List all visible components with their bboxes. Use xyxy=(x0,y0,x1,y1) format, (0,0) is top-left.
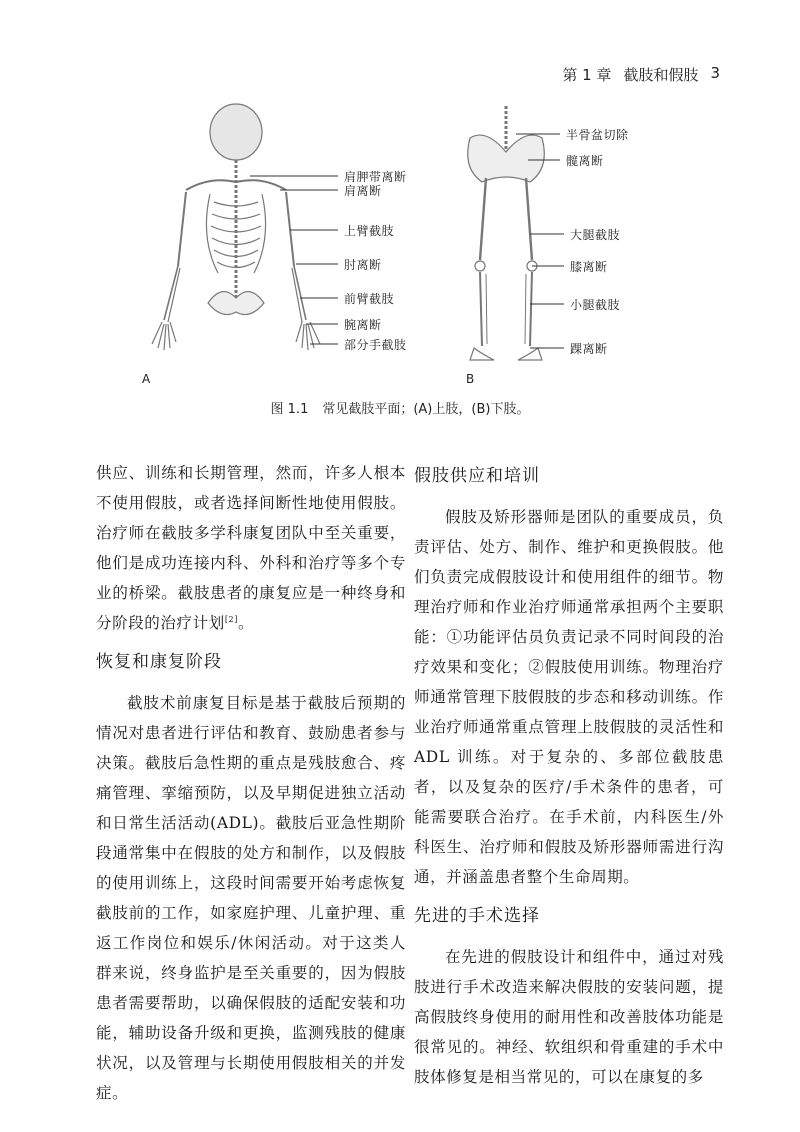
figure-caption xyxy=(0,398,800,417)
figure-caption-text: 常见截肢平面；(A)上肢，(B)下肢。 xyxy=(322,402,530,417)
label-transradial: 前臂截肢 xyxy=(344,292,395,306)
right-paragraph-2: 在先进的假肢设计和组件中，通过对残肢进行手术改造来解决假肢的安装问题，提高假肢终身使用的耐用性和改善肢体功能是很常见的。神经、软组织和骨重建的手术中肢体修复是相当常见的，可以在康复的多 xyxy=(414,948,724,1086)
running-head xyxy=(560,64,720,88)
label-forequarter: 肩胛带离断 xyxy=(344,170,407,184)
label-hip-disarticulation: 髋离断 xyxy=(566,154,604,168)
page-number: 3 xyxy=(710,64,720,82)
label-transfemoral: 大腿截肢 xyxy=(570,228,621,242)
right-paragraph-1: 假肢及矫形器师是团队的重要成员，负责评估、处方、制作、维护和更换假肢。他们负责完成假肢设计和使用组件的细节。物理治疗师和作业治疗师通常承担两个主要职能：①功能评估员负责记录不同时间段的治疗效果和变化；②假肢使用训练。物理治疗师通常管理下肢假肢的步态和移动训练。作业治疗师通常重点管理上肢假肢的灵活性和 ADL 训练。对于复杂的、多部位截肢患者，以及复杂的医疗/手术条件的患者，可能需要联合治疗。在手术前，内科医生/外科医生、治疗师和假肢及矫形器师需进行沟通，并涵盖患者整个生命周期。 xyxy=(414,508,724,886)
chapter-title: 截肢和假肢 xyxy=(623,66,699,84)
left-paragraph-1-text: 供应、训练和长期管理，然而，许多人根本不使用假肢，或者选择间断性地使用假肢。治疗师在截肢多学科康复团队中至关重要，他们是成功连接内科、外科和治疗等多个专业的桥梁。截肢患者的康复应是一种终身和分阶段的治疗计划 xyxy=(96,464,406,632)
chapter-number: 第 1 章 xyxy=(562,66,612,84)
label-knee-disarticulation: 膝离断 xyxy=(570,260,608,274)
label-elbow-disarticulation: 肘离断 xyxy=(344,258,382,272)
lower-body-skeleton-drawing xyxy=(468,106,545,360)
upper-body-skeleton-drawing xyxy=(152,104,320,350)
right-column xyxy=(414,458,724,1092)
figure-amputation-levels xyxy=(130,98,690,398)
reference-marker: [2] xyxy=(224,614,238,624)
left-paragraph-1 xyxy=(96,458,406,638)
label-hemipelvectomy: 半骨盆切除 xyxy=(566,128,629,142)
label-transtibial: 小腿截肢 xyxy=(570,298,621,312)
section-heading-prosthetic-provision: 假肢供应和培训 xyxy=(414,466,540,486)
left-column xyxy=(96,458,406,1108)
label-transhumeral: 上臂截肢 xyxy=(344,224,395,238)
section-heading-recovery-phases: 恢复和康复阶段 xyxy=(96,652,222,672)
label-wrist-disarticulation: 腕离断 xyxy=(344,318,382,332)
figure-caption-label: 图 1.1 xyxy=(270,402,309,417)
label-partial-hand: 部分手截肢 xyxy=(344,338,407,352)
panel-b-letter: B xyxy=(466,372,475,386)
panel-a-letter: A xyxy=(142,372,151,386)
left-paragraph-2: 截肢术前康复目标是基于截肢后预期的情况对患者进行评估和教育、鼓励患者参与决策。截肢后急性期的重点是残肢愈合、疼痛管理、挛缩预防，以及早期促进独立活动和日常生活活动(ADL)。截肢后亚急性期阶段通常集中在假肢的处方和制作，以及假肢的使用训练上，这段时间需要开始考虑恢复截肢前的工作，如家庭护理、儿童护理、重返工作岗位和娱乐/休闲活动。对于这类人群来说，终身监护是至关重要的，因为假肢患者需要帮助，以确保假肢的适配安装和功能，辅助设备升级和更换，监测残肢的健康状况，以及管理与长期使用假肢相关的并发症。 xyxy=(96,694,406,1102)
left-paragraph-1-end: 。 xyxy=(237,614,255,632)
label-shoulder-disarticulation: 肩离断 xyxy=(344,184,382,198)
section-heading-advanced-surgery: 先进的手术选择 xyxy=(414,906,540,926)
label-ankle-disarticulation: 踝离断 xyxy=(570,342,608,356)
